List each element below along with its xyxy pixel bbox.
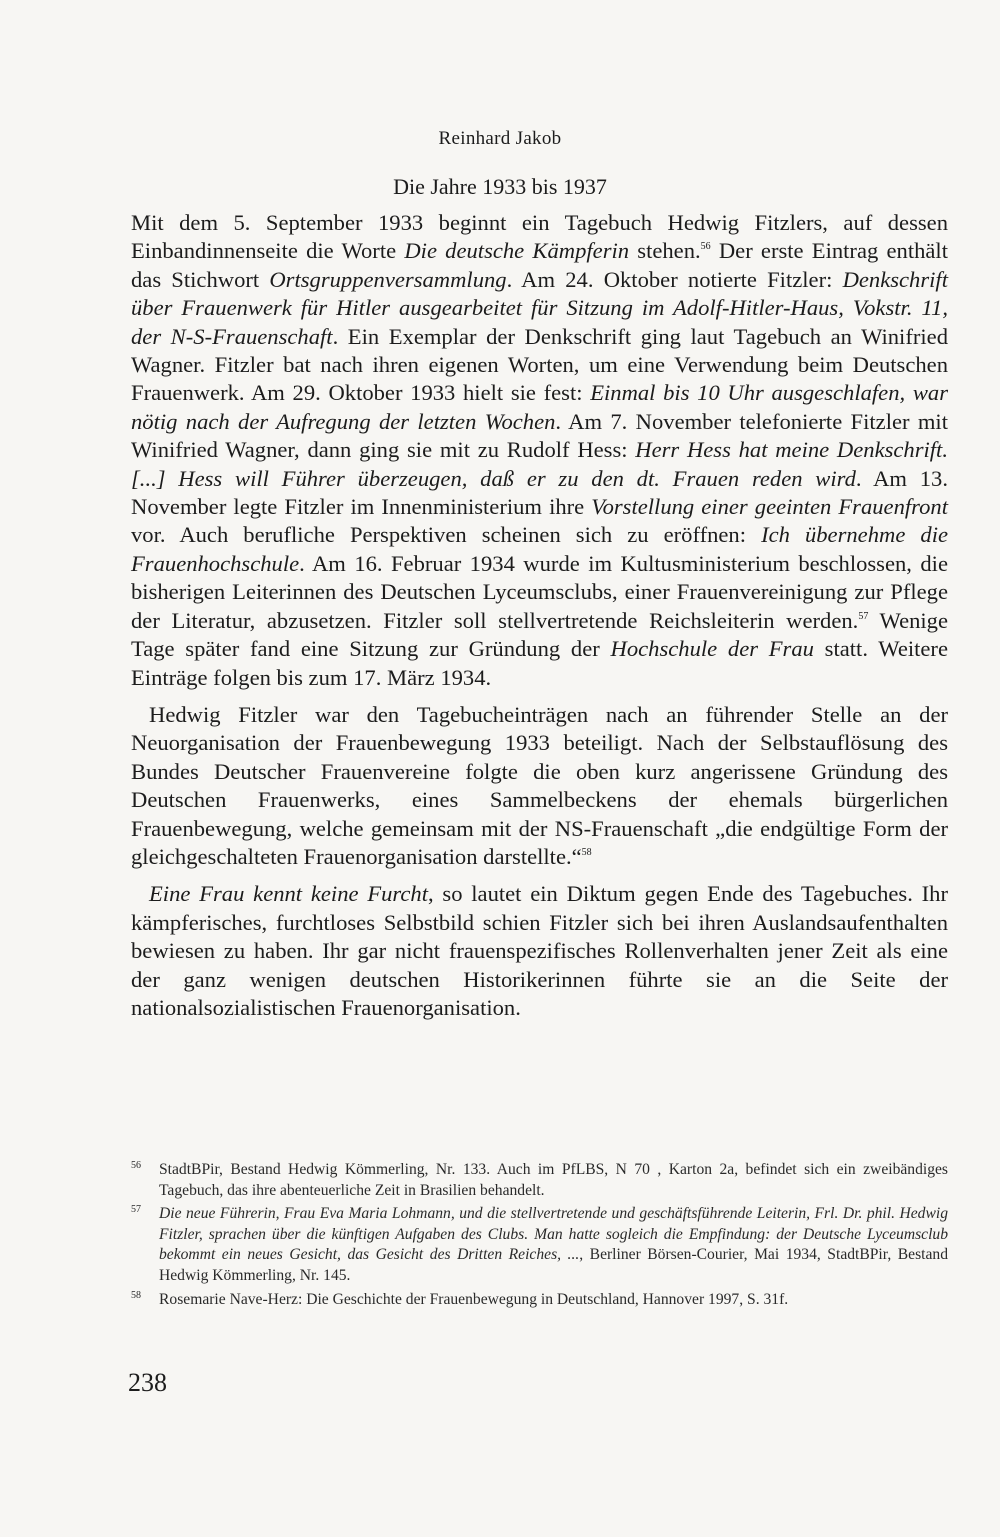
footnote-quote: Die neue Führerin, Frau Eva Maria Lohmann, und die stellvertretende und geschäftsführende Leiterin, Frl. Dr. phil. Hedwig Fitzler, sprachen über die künftigen Aufgaben des Clubs. Man hatte sogleich die Empfindung: der Deutsche Lyceumsclub bekommt ein neues Gesicht, das Gesicht des Dritten Reiches, ... — [159, 1205, 948, 1264]
text-run: stehen. — [629, 238, 701, 264]
text-run: statt. Weitere Einträge folgen bis zum 17. März 1934. — [131, 636, 948, 690]
footnote-ref-58: 58 — [581, 846, 592, 858]
footnote-number: 57 — [131, 1204, 141, 1216]
paragraph-3 — [131, 880, 948, 1022]
footnote-ref-56: 56 — [700, 241, 711, 253]
quote-italic: Einmal bis 10 Uhr ausgeschlafen, war nötig nach der Aufregung der letzten Wochen — [131, 380, 948, 434]
text-run: . Am 7. November telefonierte Fitzler mit Winifried Wagner, dann ging sie mit zu Rudolf Hess: — [131, 408, 948, 463]
quote-italic: Die deutsche Kämpferin — [404, 238, 630, 264]
quote-italic: Ich übernehme die Frauenhochschule — [131, 522, 948, 576]
text-run: vor. Auch berufliche Perspektiven scheinen sich zu eröffnen: — [131, 522, 762, 548]
quote-italic: Eine Frau kennt keine Furcht — [149, 881, 428, 907]
footnote-ref-57: 57 — [858, 610, 869, 622]
text-run: Hedwig Fitzler war den Tagebucheinträgen nach an führender Stelle an der Neuorganisation der Frauenbewegung 1933 beteiligt. Nach der Selbstauflösung des Bundes Deutscher Frauenvereine folgte die oben kurz angerissene Gründung des Deutschen Frauenwerks, eines Sammelbeckens der ehemals bürgerlichen Frauenbewegung, welche gemeinsam mit der NS-Frauenschaft „die endgültige Form der gleichgeschalteten Frauenorganisation darstellte.“ — [131, 701, 948, 869]
text-run: Der erste Eintrag enthält das Stichwort — [131, 238, 948, 292]
paragraph-1 — [131, 209, 948, 692]
paragraph-2 — [131, 701, 948, 871]
footnote-number: 58 — [131, 1289, 141, 1301]
quote-italic: Denkschrift über Frauenwerk für Hitler ausgearbeitet für Sitzung im Adolf-Hitler-Haus, Vokstr. 11, der N-S-Frauenschaft — [131, 266, 948, 349]
text-run: Wenige Tage später fand eine Sitzung zur Gründung der — [131, 607, 948, 662]
text-run: , so lautet ein Diktum gegen Ende des Tagebuches. Ihr kämpferisches, furchtloses Selbstbild schien Fitzler sich bei ihren Auslandsaufenthalten bewiesen zu haben. Ihr gar nicht frauenspezifisches Rollenverhalten jener Zeit als eine der ganz wenigen deutschen Historikerinnen führte sie an die Seite der nationalsozialistischen Frauenorganisation. — [131, 881, 948, 1020]
text-run: Mit dem 5. September 1933 beginnt ein Tagebuch Hedwig Fitzlers, auf dessen Einbandinnenseite die Worte — [131, 210, 948, 264]
footnote-text: StadtBPir, Bestand Hedwig Kömmerling, Nr. 133. Auch im PfLBS, N 70 , Karton 2a, befindet sich ein zweibändiges Tagebuch, das ihre abenteuerliche Zeit in Brasilien behandelt. — [159, 1161, 948, 1199]
footnote-number: 56 — [131, 1160, 141, 1171]
quote-italic: Herr Hess hat meine Denkschrift. [...] Hess will Führer überzeugen, daß er zu den dt. Frauen reden wird — [131, 437, 948, 491]
footnote-56 — [131, 1160, 948, 1201]
footnote-text: Rosemarie Nave-Herz: Die Geschichte der Frauenbewegung in Deutschland, Hannover 1997, S. 31f. — [159, 1290, 789, 1308]
section-title: Die Jahre 1933 bis 1937 — [393, 174, 607, 199]
quote-italic: Ortsgruppenversammlung — [269, 266, 507, 292]
page-number: 238 — [128, 1368, 167, 1397]
text-run: . Am 13. November legte Fitzler im Innenministerium ihre — [131, 465, 948, 520]
quote-italic: Hochschule der Frau — [610, 636, 814, 662]
footnote-57 — [131, 1204, 948, 1286]
body-text — [131, 209, 948, 1022]
running-header: Reinhard Jakob — [438, 128, 562, 149]
text-run: . Am 24. Oktober notierte Fitzler: — [506, 266, 843, 292]
text-run: . Am 16. Februar 1934 wurde im Kultusministerium beschlossen, die bisherigen Leiterinnen des Deutschen Lyceumsclubs, einer Frauenvereinigung zur Pflege der Literatur, abzusetzen. Fitzler soll stellvertretende Reichsleiterin werden. — [131, 550, 948, 633]
footnote-text: , Berliner Börsen-Courier, Mai 1934, StadtBPir, Bestand Hedwig Kömmerling, Nr. 145. — [159, 1246, 948, 1284]
quote-italic: Vorstellung einer geeinten Frauenfront — [591, 494, 948, 520]
footnotes — [131, 1160, 948, 1313]
text-run: . Ein Exemplar der Denkschrift ging laut Tagebuch an Winifried Wagner. Fitzler bat nach ihren eigenen Worten, um eine Verwendung beim Deutschen Frauenwerk. Am 29. Oktober 1933 hielt sie fest: — [131, 323, 948, 406]
footnote-58 — [131, 1290, 948, 1311]
